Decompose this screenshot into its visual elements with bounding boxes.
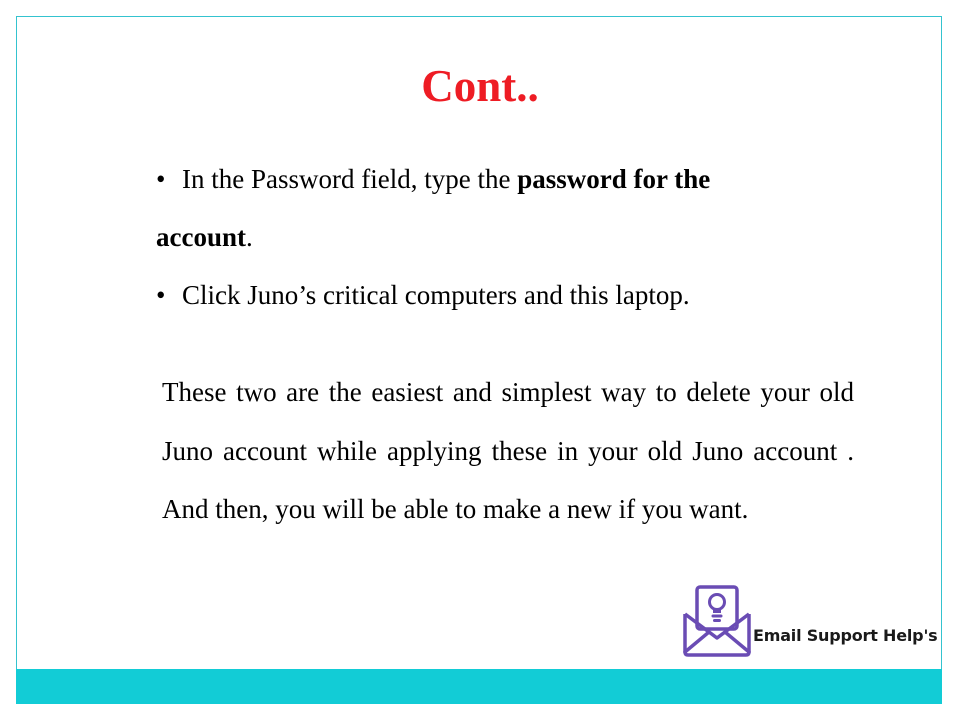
bullet-text-bold-1: password for the: [517, 164, 711, 194]
slide-title: Cont..: [421, 61, 539, 111]
bullet-list: [156, 150, 846, 324]
footer-band: [16, 669, 942, 704]
bullet-item-click: [156, 266, 846, 324]
bullet-text: Click Juno’s critical computers and this laptop.: [182, 280, 690, 310]
body-paragraph: These two are the easiest and simplest way to delete your old Juno account while applying these in your old Juno account . And then, you will be able to make a new if you want.: [162, 377, 854, 524]
logo-text: Email Support Help's: [753, 626, 938, 645]
bullet-item-password: [156, 150, 846, 266]
envelope-lightbulb-icon: [681, 584, 753, 658]
bullet-marker: •: [156, 280, 166, 310]
bullet-marker: •: [156, 164, 166, 194]
bullet-text-before: In the Password field, type the: [182, 164, 518, 194]
bullet-text-after: .: [246, 222, 253, 252]
bullet-text-bold-2: account: [156, 222, 246, 252]
brand-logo: [681, 584, 938, 658]
